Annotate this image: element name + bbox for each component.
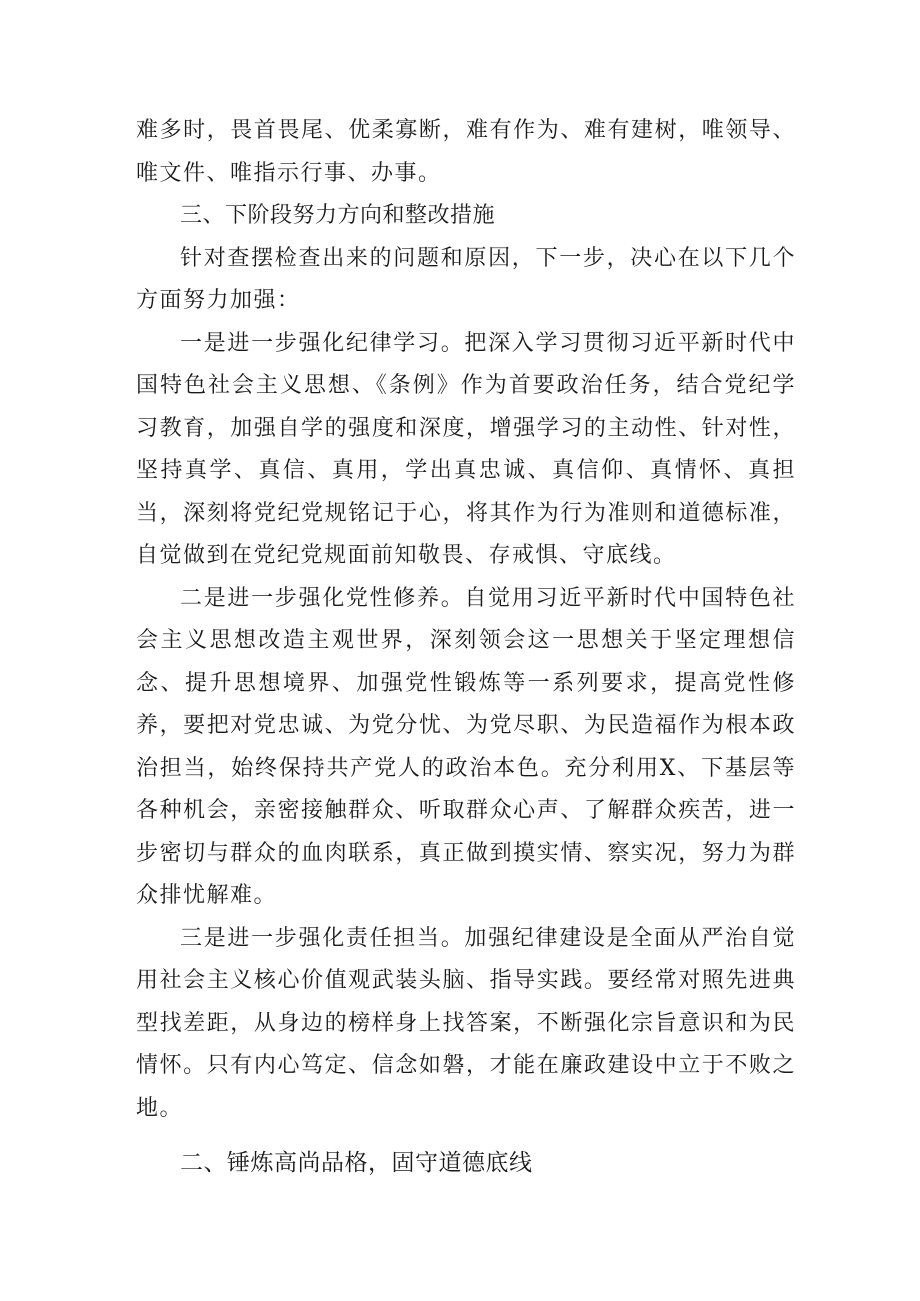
- section-heading-next-steps: 三、下阶段努力方向和整改措施: [180, 203, 496, 228]
- document-body: [136, 110, 796, 1185]
- point-1-paragraph: 一是进一步强化纪律学习。把深入学习贯彻习近平新时代中国特色社会主义思想、《条例》作为首要政治任务，结合党纪学习教育，加强自学的强度和深度，增强学习的主动性、针对性，坚持真学、真信、真用，学出真忠诚、真信仰、真情怀、真担当，深刻将党纪党规铭记于心，将其作为行为准则和道德标准，自觉做到在党纪党规面前知敬畏、存戒惧、守底线。: [136, 330, 796, 568]
- point-3-paragraph: 三是进一步强化责任担当。加强纪律建设是全面从严治自觉用社会主义核心价值观武装头脑、指导实践。要经常对照先进典型找差距，从身边的榜样身上找答案，不断强化宗旨意识和为民情怀。只有内心笃定、信念如磐，才能在廉政建设中立于不败之地。: [136, 925, 796, 1121]
- point-2-paragraph: 二是进一步强化党性修养。自觉用习近平新时代中国特色社会主义思想改造主观世界，深刻领会这一思想关于坚定理想信念、提升思想境界、加强党性锻炼等一系列要求，提高党性修养，要把对党忠诚、为党分忧、为党尽职、为民造福作为根本政治担当，始终保持共产党人的政治本色。充分利用X、下基层等各种机会，亲密接触群众、听取群众心声、了解群众疾苦，进一步密切与群众的血肉联系，真正做到摸实情、察实况，努力为群众排忧解难。: [136, 585, 796, 908]
- intro-paragraph: 针对查摆检查出来的问题和原因，下一步，决心在以下几个方面努力加强：: [136, 245, 796, 313]
- section-heading-moral-character: 二、锤炼高尚品格，固守道德底线: [180, 1150, 533, 1176]
- continuation-paragraph: 难多时，畏首畏尾、优柔寡断，难有作为、难有建树，唯领导、唯文件、唯指示行事、办事。: [136, 118, 796, 186]
